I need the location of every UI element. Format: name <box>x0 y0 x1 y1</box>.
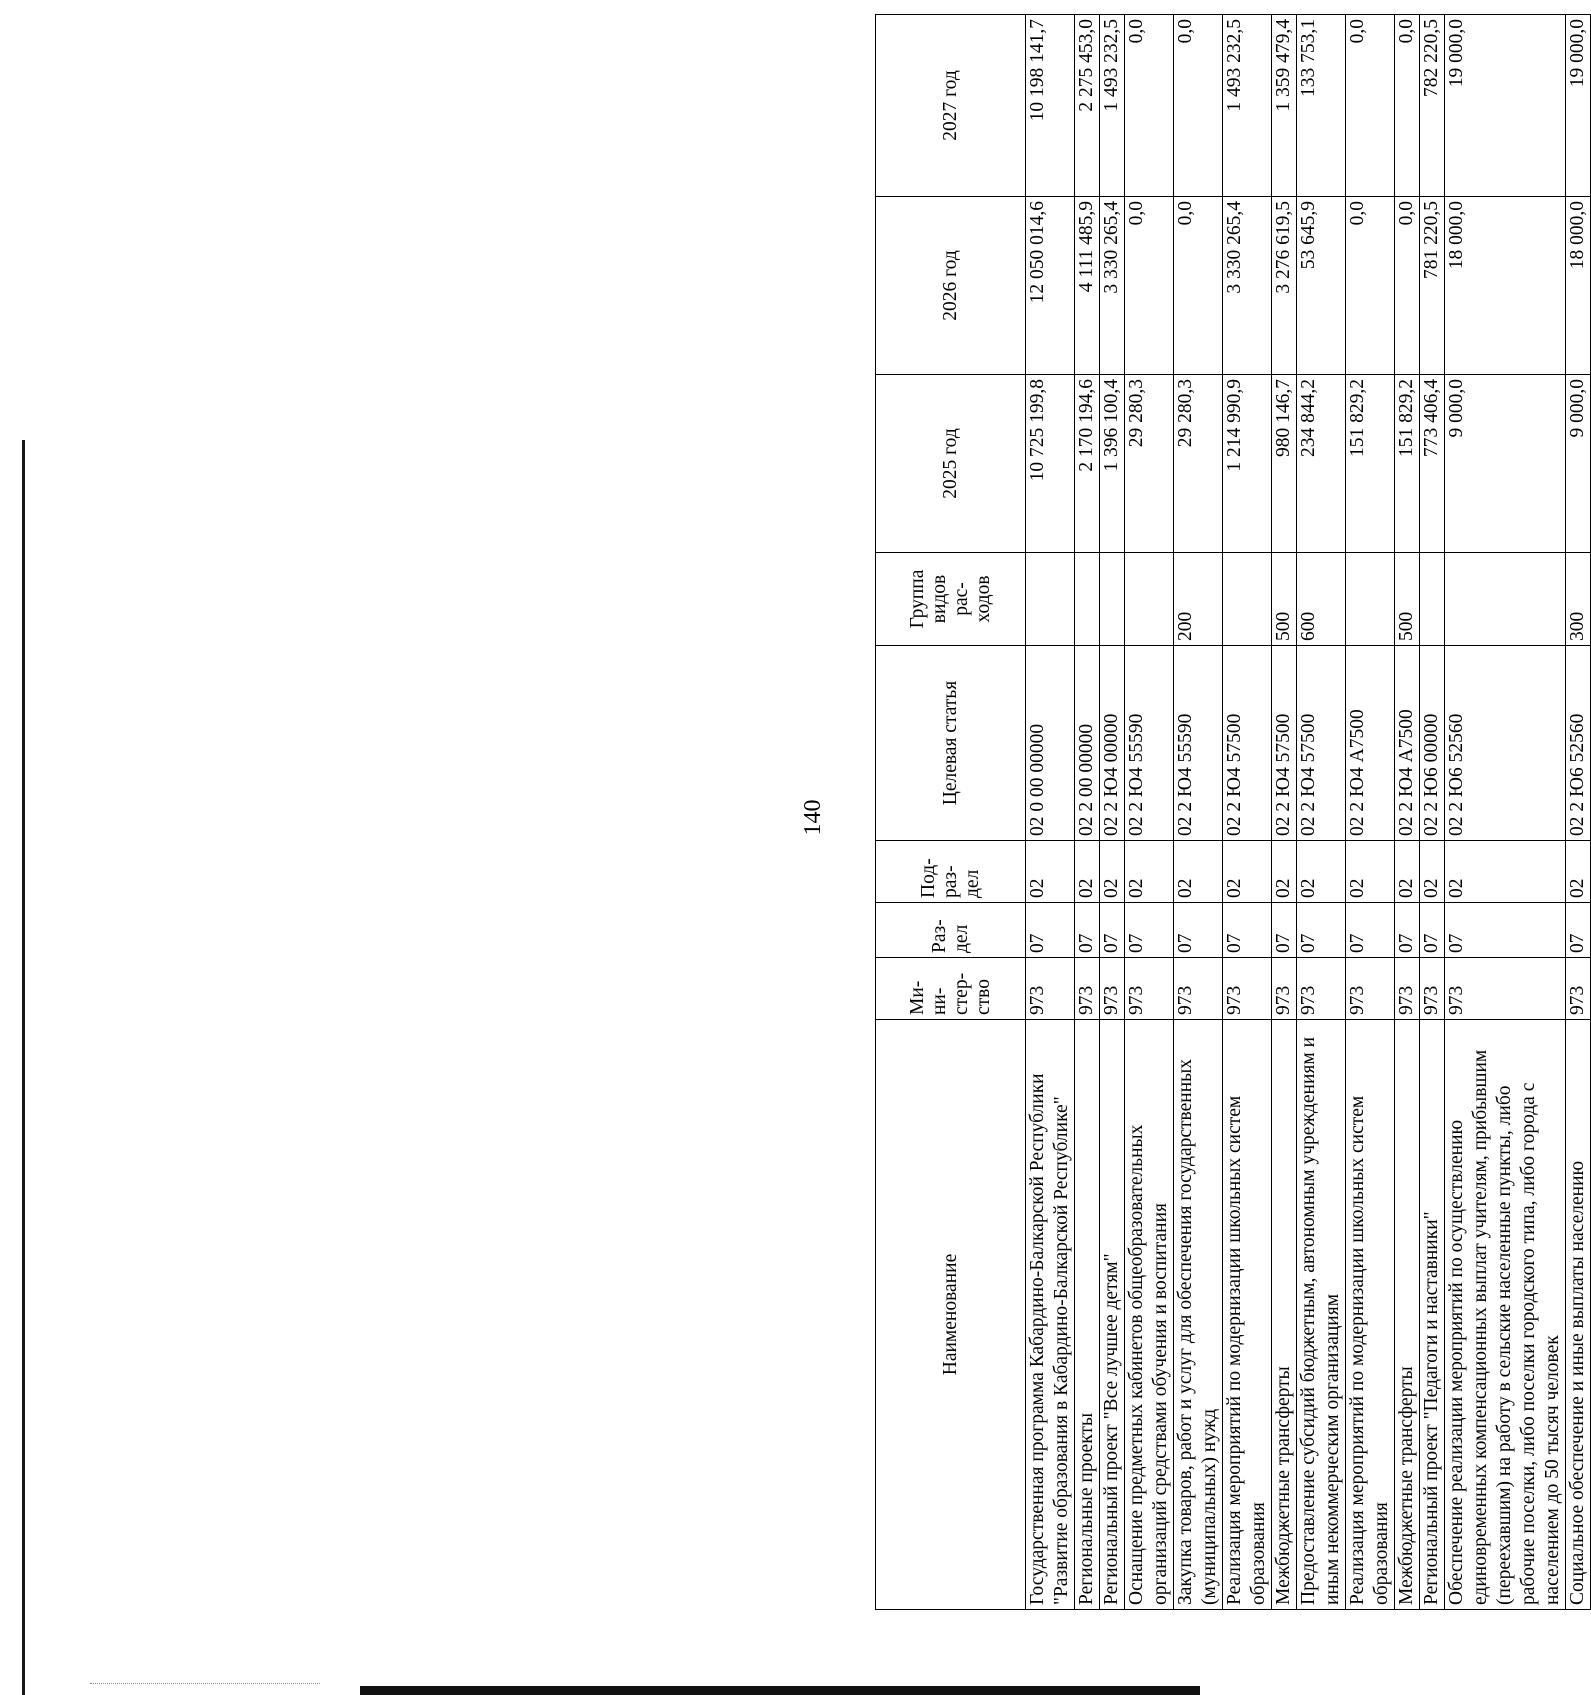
row-article-cell: 02 2 Ю4 57500 <box>1297 646 1346 841</box>
row-section-cell: 07 <box>1026 903 1075 958</box>
row-subsection-cell: 02 <box>1174 841 1223 903</box>
row-ministry-cell: 973 <box>1346 958 1395 1020</box>
row-2025-cell: 1 396 100,4 <box>1100 375 1125 553</box>
row-article-cell: 02 2 Ю4 55590 <box>1174 646 1223 841</box>
row-name-cell: Оснащение предметных кабинетов общеобразовательных организаций средствами обучения и воспитания <box>1125 1020 1174 1610</box>
table-row <box>1566 15 1591 1610</box>
row-name-cell: Социальное обеспечение и иные выплаты населению <box>1566 1020 1591 1610</box>
row-ministry-cell: 973 <box>1272 958 1297 1020</box>
row-ministry-cell: 973 <box>1566 958 1591 1020</box>
table-row <box>1223 15 1272 1610</box>
table-row <box>1445 15 1566 1610</box>
row-2026-cell: 3 330 265,4 <box>1100 197 1125 375</box>
row-subsection-cell: 02 <box>1346 841 1395 903</box>
row-article-cell: 02 2 Ю4 55590 <box>1125 646 1174 841</box>
row-2025-cell: 234 844,2 <box>1297 375 1346 553</box>
row-article-cell: 02 2 Ю4 57500 <box>1272 646 1297 841</box>
row-group-cell: 500 <box>1272 553 1297 646</box>
row-subsection-cell: 02 <box>1100 841 1125 903</box>
row-name-cell: Реализация мероприятий по модернизации школьных систем образования <box>1223 1020 1272 1610</box>
row-2026-cell: 0,0 <box>1174 197 1223 375</box>
row-2027-cell: 782 220,5 <box>1420 15 1445 197</box>
header-2025: 2025 год <box>876 375 1026 553</box>
row-group-cell: 300 <box>1566 553 1591 646</box>
row-2025-cell: 773 406,4 <box>1420 375 1445 553</box>
row-subsection-cell: 02 <box>1297 841 1346 903</box>
row-ministry-cell: 973 <box>1223 958 1272 1020</box>
table-row <box>1174 15 1223 1610</box>
row-ministry-cell: 973 <box>1125 958 1174 1020</box>
row-subsection-cell: 02 <box>1445 841 1566 903</box>
row-2027-cell: 2 275 453,0 <box>1075 15 1100 197</box>
row-2025-cell: 980 146,7 <box>1272 375 1297 553</box>
row-2027-cell: 0,0 <box>1346 15 1395 197</box>
row-section-cell: 07 <box>1125 903 1174 958</box>
row-2027-cell: 19 000,0 <box>1566 15 1591 197</box>
table-row <box>1272 15 1297 1610</box>
row-2025-cell: 10 725 199,8 <box>1026 375 1075 553</box>
header-ministry: Ми- ни- стер- ство <box>876 958 1026 1020</box>
row-group-cell: 200 <box>1174 553 1223 646</box>
row-2025-cell: 151 829,2 <box>1346 375 1395 553</box>
row-2026-cell: 12 050 014,6 <box>1026 197 1075 375</box>
row-name-cell: Реализация мероприятий по модернизации школьных систем образования <box>1346 1020 1395 1610</box>
row-2026-cell: 0,0 <box>1395 197 1420 375</box>
row-section-cell: 07 <box>1223 903 1272 958</box>
table-row <box>1346 15 1395 1610</box>
row-article-cell: 02 2 Ю6 52560 <box>1566 646 1591 841</box>
row-ministry-cell: 973 <box>1174 958 1223 1020</box>
row-2026-cell: 3 330 265,4 <box>1223 197 1272 375</box>
row-group-cell <box>1026 553 1075 646</box>
row-name-cell: Межбюджетные трансферты <box>1395 1020 1420 1610</box>
page-number: 140 <box>800 799 826 836</box>
row-section-cell: 07 <box>1566 903 1591 958</box>
row-group-cell <box>1075 553 1100 646</box>
table-body <box>1026 15 1591 1610</box>
row-2026-cell: 53 645,9 <box>1297 197 1346 375</box>
row-2025-cell: 29 280,3 <box>1125 375 1174 553</box>
row-2027-cell: 1 493 232,5 <box>1100 15 1125 197</box>
table-row <box>1125 15 1174 1610</box>
row-2025-cell: 2 170 194,6 <box>1075 375 1100 553</box>
row-article-cell: 02 2 Ю4 00000 <box>1100 646 1125 841</box>
row-subsection-cell: 02 <box>1272 841 1297 903</box>
row-subsection-cell: 02 <box>1223 841 1272 903</box>
row-2027-cell: 133 753,1 <box>1297 15 1346 197</box>
row-name-cell: Межбюджетные трансферты <box>1272 1020 1297 1610</box>
row-2026-cell: 18 000,0 <box>1445 197 1566 375</box>
row-2027-cell: 19 000,0 <box>1445 15 1566 197</box>
row-group-cell <box>1346 553 1395 646</box>
table-row <box>1100 15 1125 1610</box>
row-group-cell: 600 <box>1297 553 1346 646</box>
row-group-cell <box>1125 553 1174 646</box>
row-section-cell: 07 <box>1445 903 1566 958</box>
row-2026-cell: 3 276 619,5 <box>1272 197 1297 375</box>
row-2026-cell: 0,0 <box>1346 197 1395 375</box>
row-article-cell: 02 2 Ю4 57500 <box>1223 646 1272 841</box>
row-subsection-cell: 02 <box>1026 841 1075 903</box>
row-ministry-cell: 973 <box>1297 958 1346 1020</box>
row-subsection-cell: 02 <box>1075 841 1100 903</box>
table-row <box>1075 15 1100 1610</box>
row-ministry-cell: 973 <box>1026 958 1075 1020</box>
row-article-cell: 02 2 00 00000 <box>1075 646 1100 841</box>
row-2026-cell: 4 111 485,9 <box>1075 197 1100 375</box>
row-name-cell: Региональный проект "Педагоги и наставники" <box>1420 1020 1445 1610</box>
row-article-cell: 02 0 00 00000 <box>1026 646 1075 841</box>
header-section: Раз- дел <box>876 903 1026 958</box>
header-2027: 2027 год <box>876 15 1026 197</box>
row-2025-cell: 29 280,3 <box>1174 375 1223 553</box>
row-ministry-cell: 973 <box>1445 958 1566 1020</box>
row-2027-cell: 0,0 <box>1174 15 1223 197</box>
row-2026-cell: 0,0 <box>1125 197 1174 375</box>
row-2027-cell: 1 493 232,5 <box>1223 15 1272 197</box>
table-row <box>1026 15 1075 1610</box>
table-row <box>1420 15 1445 1610</box>
row-subsection-cell: 02 <box>1566 841 1591 903</box>
row-article-cell: 02 2 Ю4 А7500 <box>1395 646 1420 841</box>
header-name: Наименование <box>876 1020 1026 1610</box>
row-2027-cell: 10 198 141,7 <box>1026 15 1075 197</box>
row-name-cell: Обеспечение реализации мероприятий по осуществлению единовременных компенсационных выплат учителям, прибывшим (переехавшим) на работу в сельские населенные пункты, либо рабочие поселки, либо поселки городского типа, либо города с населением до 50 тысяч человек <box>1445 1020 1566 1610</box>
row-section-cell: 07 <box>1420 903 1445 958</box>
row-group-cell <box>1445 553 1566 646</box>
row-2025-cell: 151 829,2 <box>1395 375 1420 553</box>
row-ministry-cell: 973 <box>1075 958 1100 1020</box>
row-2025-cell: 9 000,0 <box>1566 375 1591 553</box>
row-section-cell: 07 <box>1272 903 1297 958</box>
row-group-cell <box>1100 553 1125 646</box>
budget-table <box>875 14 1591 1610</box>
row-2027-cell: 0,0 <box>1395 15 1420 197</box>
row-2026-cell: 781 220,5 <box>1420 197 1445 375</box>
row-section-cell: 07 <box>1346 903 1395 958</box>
row-2026-cell: 18 000,0 <box>1566 197 1591 375</box>
row-group-cell <box>1223 553 1272 646</box>
row-2027-cell: 1 359 479,4 <box>1272 15 1297 197</box>
row-subsection-cell: 02 <box>1395 841 1420 903</box>
header-2026: 2026 год <box>876 197 1026 375</box>
table-row <box>1395 15 1420 1610</box>
row-2025-cell: 1 214 990,9 <box>1223 375 1272 553</box>
row-ministry-cell: 973 <box>1395 958 1420 1020</box>
header-expense-group: Группа видов рас- ходов <box>876 553 1026 646</box>
row-name-cell: Закупка товаров, работ и услуг для обеспечения государственных (муниципальных) нужд <box>1174 1020 1223 1610</box>
row-name-cell: Предоставление субсидий бюджетным, автономным учреждениям и иным некоммерческим организациям <box>1297 1020 1346 1610</box>
row-subsection-cell: 02 <box>1420 841 1445 903</box>
row-article-cell: 02 2 Ю6 00000 <box>1420 646 1445 841</box>
row-section-cell: 07 <box>1297 903 1346 958</box>
row-subsection-cell: 02 <box>1125 841 1174 903</box>
row-section-cell: 07 <box>1174 903 1223 958</box>
row-section-cell: 07 <box>1075 903 1100 958</box>
row-name-cell: Государственная программа Кабардино-Балкарской Республики "Развитие образования в Кабардино-Балкарской Республике" <box>1026 1020 1075 1610</box>
table-header-row <box>876 15 1026 1610</box>
row-2025-cell: 9 000,0 <box>1445 375 1566 553</box>
row-group-cell: 500 <box>1395 553 1420 646</box>
header-subsection: Под- раз- дел <box>876 841 1026 903</box>
row-ministry-cell: 973 <box>1420 958 1445 1020</box>
row-2027-cell: 0,0 <box>1125 15 1174 197</box>
row-section-cell: 07 <box>1100 903 1125 958</box>
table-row <box>1297 15 1346 1610</box>
row-group-cell <box>1420 553 1445 646</box>
row-name-cell: Региональный проект "Все лучшее детям" <box>1100 1020 1125 1610</box>
row-article-cell: 02 2 Ю4 А7500 <box>1346 646 1395 841</box>
header-target-article: Целевая статья <box>876 646 1026 841</box>
row-name-cell: Региональные проекты <box>1075 1020 1100 1610</box>
row-ministry-cell: 973 <box>1100 958 1125 1020</box>
row-article-cell: 02 2 Ю6 52560 <box>1445 646 1566 841</box>
row-section-cell: 07 <box>1395 903 1420 958</box>
